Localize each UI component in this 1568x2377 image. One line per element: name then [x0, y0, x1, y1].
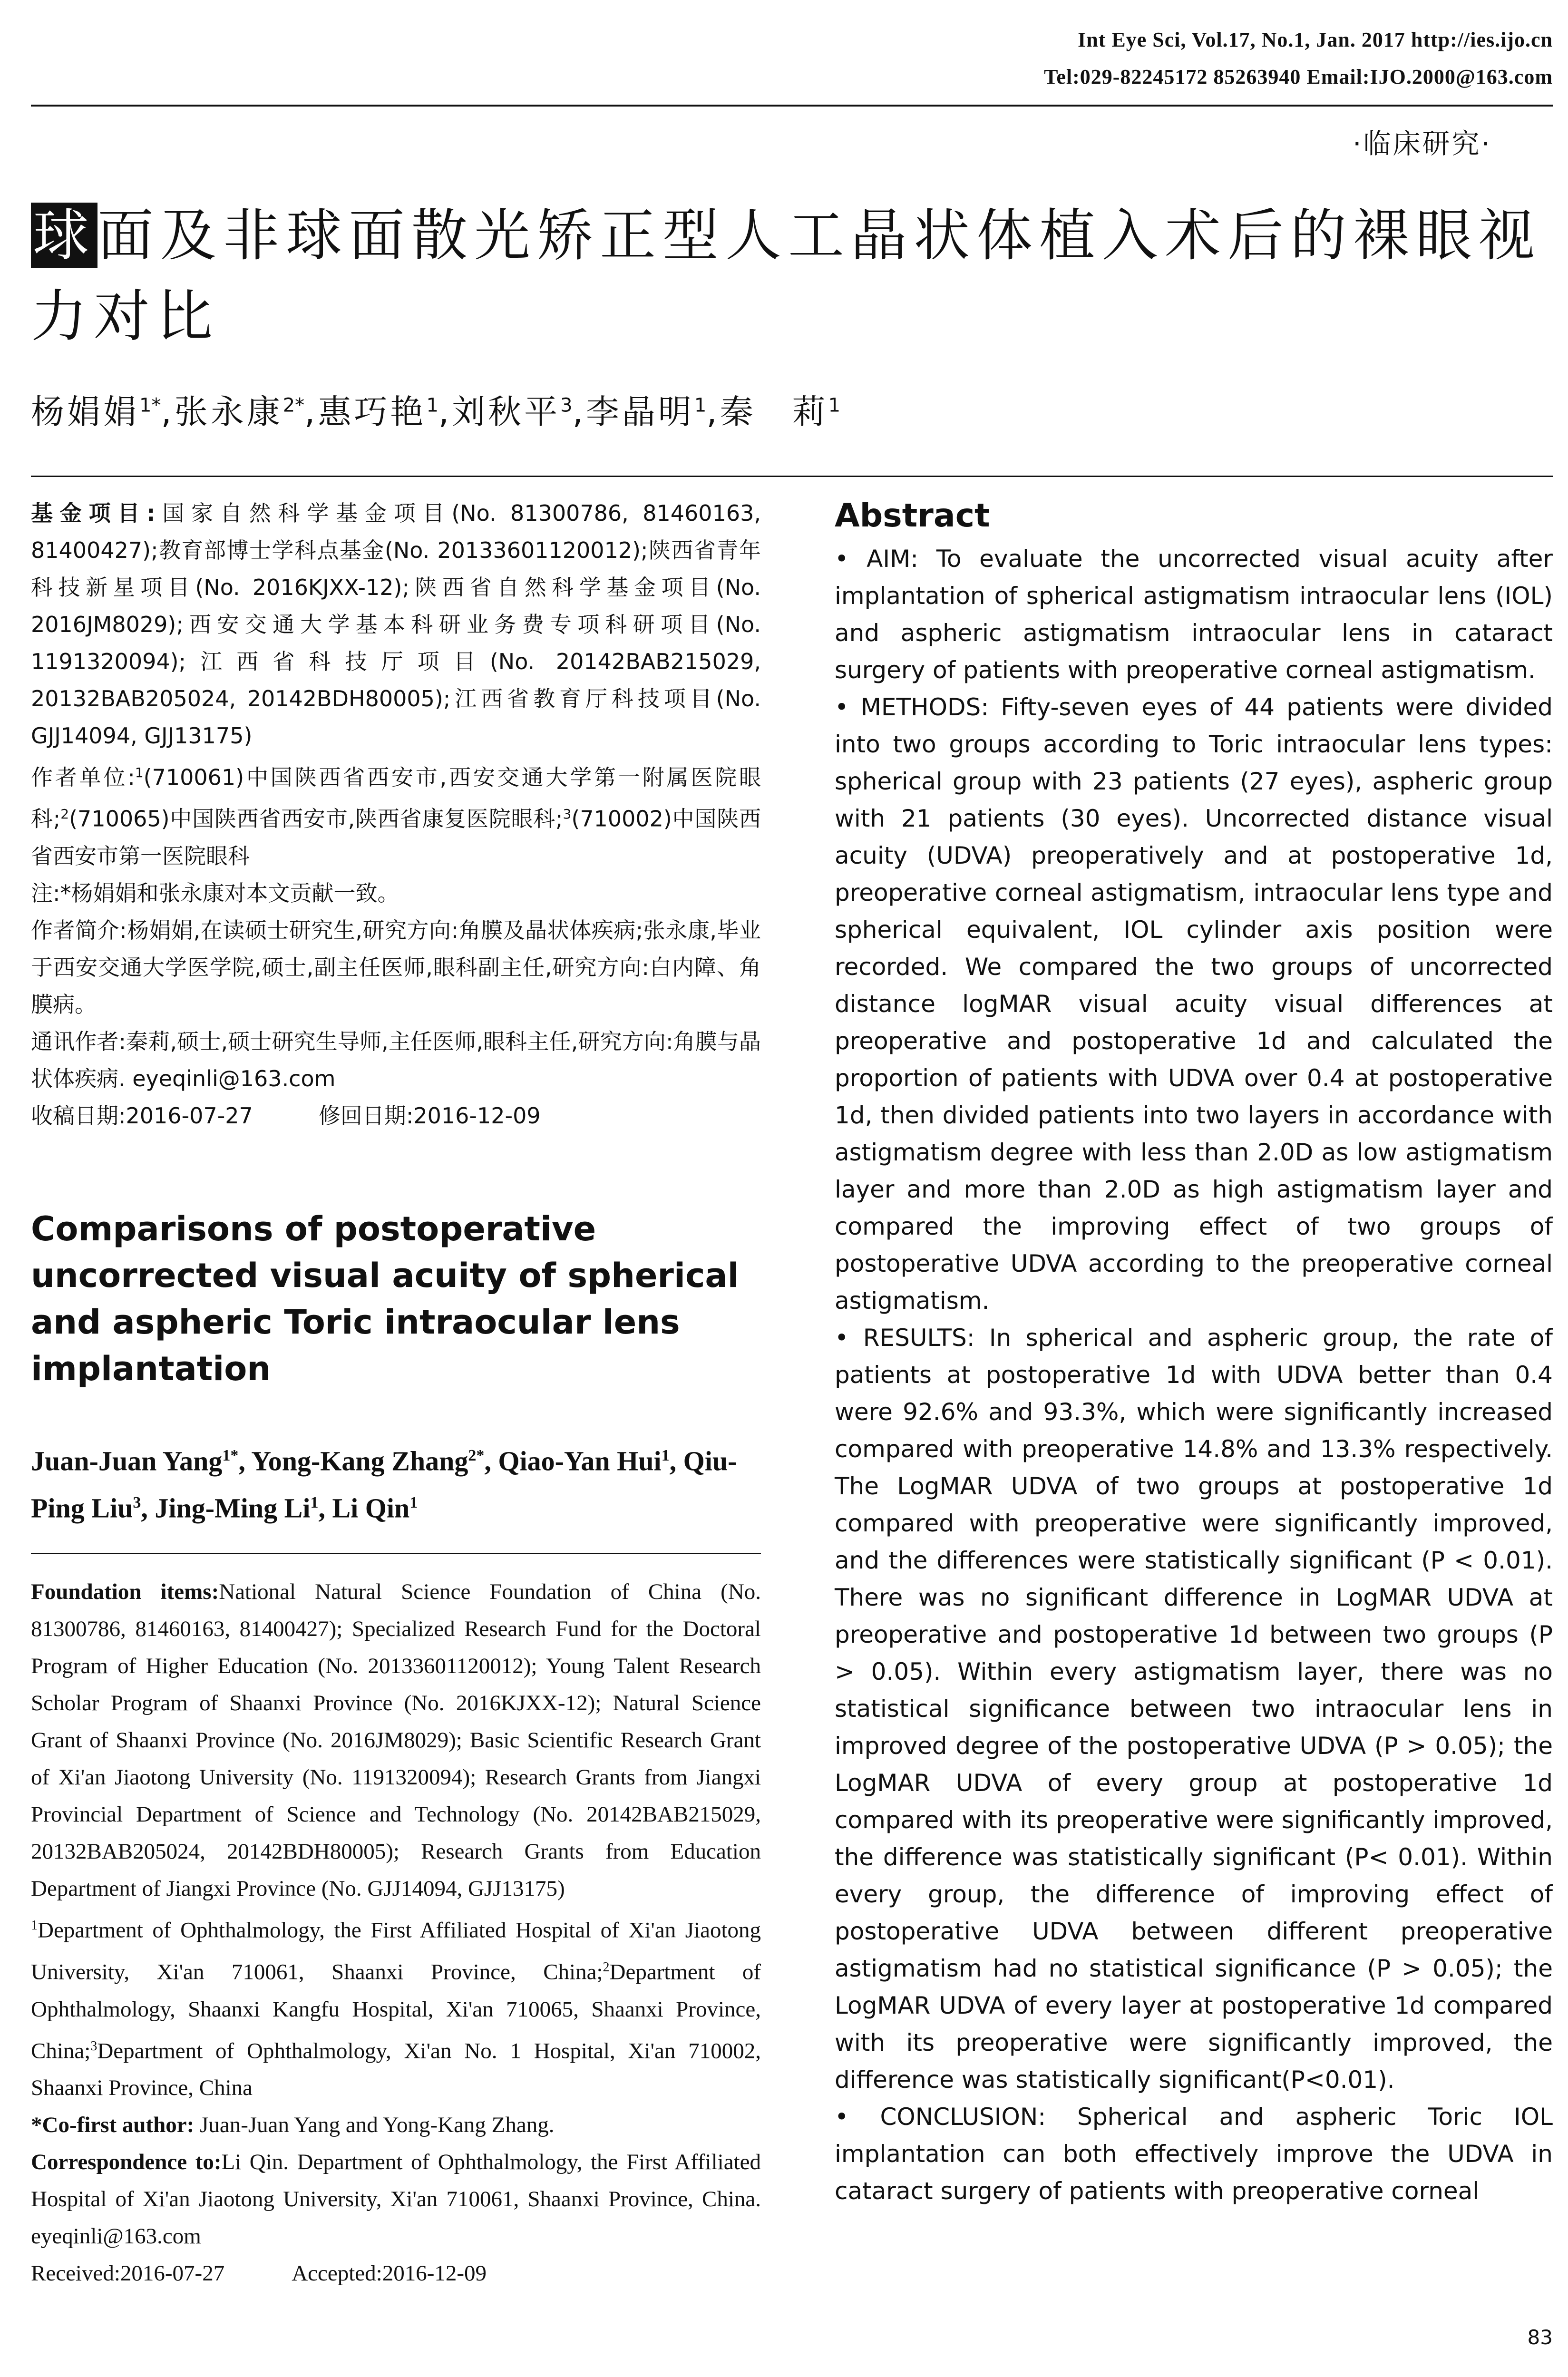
- foundation-label: Foundation items:: [31, 1579, 219, 1605]
- author-mark: 1: [426, 394, 438, 417]
- author-mark: 1*: [139, 394, 161, 417]
- unit-1: (710061)中国陕西省西安市,西安交通大学第一附属医院眼科;: [31, 764, 761, 832]
- author-name: 惠巧艳: [318, 392, 427, 431]
- title-first-character: 球: [31, 203, 97, 268]
- author-name: 杨娟娟: [31, 392, 139, 431]
- dates-cn: [31, 1097, 761, 1134]
- chinese-author-list: 杨娟娟$^{1*}$,张永康$^{2*}$,惠巧艳$^1$,刘秋平$^3$,李晶明$^1$,秦 莉$^1$: [31, 392, 841, 431]
- author-name: 李晶明: [585, 392, 694, 431]
- correspondence-text: Li Qin. Department of Ophthalmology, the First Affiliated Hospital of Xi'an Jiaotong University, Xi'an 710061, Shaanxi Province, China. eyeqinli@163.com: [31, 2150, 761, 2249]
- affiliation-mark: 2: [603, 1959, 610, 1975]
- author-mark: 1: [694, 394, 707, 417]
- chinese-title: [31, 195, 1553, 357]
- author-mark: 1: [661, 1446, 670, 1464]
- author-name: Yong-Kang Zhang: [251, 1445, 468, 1476]
- abstract-results: • RESULTS: In spherical and aspheric group, the rate of patients at postoperative 1d with UDVA better than 0.4 were 92.6% and 93.3%, which were significantly increased compared with preoperative 14.8% and 13.3% respectively. The LogMAR UDVA of two groups at postoperative 1d compared with preoperative were significantly improved, and the differences were statistically significant (P < 0.01). There was no significant difference in LogMAR UDVA at preoperative and postoperative 1d between two groups (P > 0.05). Within every astigmatism layer, there was no statistical significance between two intraocular lens in improved degree of the postoperative UDVA (P > 0.05); the LogMAR UDVA of every group at postoperative 1d compared with its preoperative were significantly improved, the difference was statistically significant (P< 0.01). Within every group, the difference of improving effect of postoperative UDVA between different preoperative astigmatism had no statistical significance (P > 0.05); the LogMAR UDVA of every layer at postoperative 1d compared with its preoperative were significantly improved, the difference was statistically significant(P<0.01).: [835, 1324, 1553, 2094]
- fund-text: 国家自然科学基金项目(No. 81300786, 81460163, 81400427);教育部博士学科点基金(No. 20133601120012);陕西省青年科技新星项目(No. 2016KJXX-12);陕西省自然科学基金项目(No. 2016JM8029);西安交通大学基本科研业务费专项科研项目(No. 1191320094);江西省科技厅项目(No. 20142BAB215029, 20132BAB205024, 20142BDH80005);江西省教育厅科技项目(No. GJJ14094, GJJ13175): [31, 500, 761, 749]
- corresponding-author-cn: [31, 1023, 761, 1097]
- unit-mark: 1: [135, 765, 144, 780]
- correspondence-en: [31, 2143, 761, 2255]
- author-mark: 3: [133, 1493, 141, 1511]
- author-name: Jing-Ming Li: [155, 1492, 311, 1524]
- author-mark: 2*: [282, 394, 305, 417]
- accepted-date-en: Accepted:2016-12-09: [292, 2261, 487, 2286]
- divider: [31, 476, 1553, 477]
- abstract-methods: • METHODS: Fifty-seven eyes of 44 patients were divided into two groups according to Toric intraocular lens types: spherical group with 23 patients (27 eyes), aspheric group with 21 patients (30 eyes). Uncorrected distance visual acuity (UDVA) preoperatively and at postoperative 1d, preoperative corneal astigmatism, intraocular lens type and spherical equivalent, IOL cylinder axis position were recorded. We compared the two groups of uncorrected distance logMAR visual acuity visual differences at preoperative and postoperative 1d and calculated the proportion of patients with UDVA over 0.4 at postoperative 1d, then divided patients into two layers in accordance with astigmatism degree with less than 2.0D as low astigmatism layer and more than 2.0D as high astigmatism layer and compared the improving effect of two groups of postoperative UDVA according to the preoperative corneal astigmatism.: [835, 693, 1553, 1315]
- affiliation-mark: 1: [31, 1918, 38, 1933]
- fund-items-cn: [31, 495, 761, 754]
- contact-text: 秦莉,硕士,硕士研究生导师,主任医师,眼科主任,研究方向:角膜与晶状体疾病. eyeqinli@163.com: [31, 1028, 761, 1091]
- affiliation-1: Department of Ophthalmology, the First Affiliated Hospital of Xi'an Jiaotong University, Xi'an 710061, Shaanxi Province, China;: [31, 1918, 761, 1985]
- divider: [31, 1553, 761, 1554]
- affiliation-mark: 3: [90, 2038, 97, 2054]
- co-first-author-en: [31, 2106, 761, 2143]
- affiliation-3: Department of Ophthalmology, Xi'an No. 1 Hospital, Xi'an 710002, Shaanxi Province, China: [31, 2038, 761, 2101]
- affiliations-en: [31, 1907, 761, 2106]
- title-rest: 面及非球面散光矫正型人工晶状体植入术后的裸眼视力对比: [31, 203, 1542, 349]
- english-title: Comparisons of postoperative uncorrected visual acuity of spherical and aspheric Toric intraocular lens implantation: [31, 1209, 739, 1388]
- foundation-text: National Natural Science Foundation of China (No. 81300786, 81460163, 81400427); Specialized Research Fund for the Doctoral Program of Higher Education (No. 20133601120012); Young Talent Research Scholar Program of Shaanxi Province (No. 2016KJXX-12); Natural Science Grant of Shaanxi Province (No. 2016JM8029); Basic Scientific Research Grant of Xi'an Jiaotong University (No. 1191320094); Research Grants from Jiangxi Provincial Department of Science and Technology (No. 20142BAB215029, 20132BAB205024, 20142BDH80005); Research Grants from Education Department of Jiangxi Province (No. GJJ14094, GJJ13175): [31, 1579, 761, 1901]
- affiliation-2: Department of Ophthalmology, Shaanxi Kangfu Hospital, Xi'an 710065, Shaanxi Province, China;: [31, 1959, 761, 2064]
- author-name: 秦 莉: [720, 392, 828, 431]
- author-mark: 1: [828, 394, 841, 417]
- left-column: [31, 495, 761, 2292]
- unit-mark: 2: [60, 806, 69, 822]
- bio-text: 杨娟娟,在读硕士研究生,研究方向:角膜及晶状体疾病;张永康,毕业于西安交通大学医学院,硕士,副主任医师,眼科副主任,研究方向:白内障、角膜病。: [31, 917, 761, 1017]
- author-mark: 1*: [222, 1446, 239, 1464]
- author-name: Qiu-Ping Liu: [31, 1445, 737, 1524]
- unit-label: 作者单位:: [31, 764, 135, 790]
- page-number: 83: [1527, 2326, 1553, 2349]
- right-column: [835, 495, 1553, 2210]
- fund-label: 基金项目:: [31, 500, 156, 526]
- received-date-cn: 收稿日期:2016-07-27: [31, 1102, 253, 1129]
- revised-date-cn: 修回日期:2016-12-09: [318, 1102, 541, 1129]
- abstract-heading: Abstract: [835, 497, 990, 535]
- unit-mark: 3: [563, 806, 572, 822]
- abstract-aim: • AIM: To evaluate the uncorrected visual acuity after implantation of spherical astigmatism intraocular lens (IOL) and aspheric astigmatism intraocular lens in cataract surgery of patients with preoperative corneal astigmatism.: [835, 545, 1553, 684]
- journal-citation-line: Int Eye Sci, Vol.17, No.1, Jan. 2017 http://ies.ijo.cn: [1078, 28, 1553, 51]
- author-name: 张永康: [174, 392, 283, 431]
- co-first-label: *Co-first author:: [31, 2113, 195, 2138]
- unit-3: (710002)中国陕西省西安市第一医院眼科: [31, 806, 761, 869]
- foundation-items-en: [31, 1573, 761, 1907]
- abstract-conclusion: • CONCLUSION: Spherical and aspheric Toric IOL implantation can both effectively improve the UDVA in cataract surgery of patients with preoperative corneal: [835, 2103, 1553, 2205]
- journal-contact-line: Tel:029-82245172 85263940 Email:IJO.2000@163.com: [1044, 65, 1553, 88]
- author-mark: 1: [310, 1493, 319, 1511]
- co-first-note-cn: 注:*杨娟娟和张永康对本文贡献一致。: [31, 880, 399, 906]
- section-tag: ·临床研究·: [1353, 127, 1492, 160]
- journal-header: [31, 24, 1553, 107]
- unit-2: (710065)中国陕西省西安市,陕西省康复医院眼科;: [69, 806, 563, 832]
- co-first-text: Juan-Juan Yang and Yong-Kang Zhang.: [200, 2113, 555, 2138]
- correspondence-label: Correspondence to:: [31, 2150, 222, 2175]
- contact-label: 通讯作者:: [31, 1028, 127, 1054]
- author-mark: 3: [560, 394, 573, 417]
- english-author-list: Juan-Juan Yang$^{1*}$, Yong-Kang Zhang$^{2*}$, Qiao-Yan Hui$^1$, Qiu-Ping Liu$^3$, Jing-Ming Li$^1$, Li Qin$^1$: [31, 1445, 737, 1524]
- author-units-cn: [31, 754, 761, 875]
- author-name: Juan-Juan Yang: [31, 1445, 223, 1476]
- bio-label: 作者简介:: [31, 917, 127, 943]
- author-mark: 1: [409, 1493, 418, 1511]
- author-name: Qiao-Yan Hui: [498, 1445, 662, 1476]
- author-mark: 2*: [468, 1446, 485, 1464]
- received-date-en: Received:2016-07-27: [31, 2261, 225, 2286]
- author-name: Li Qin: [332, 1492, 410, 1524]
- author-bio-cn: [31, 912, 761, 1023]
- author-name: 刘秋平: [452, 392, 561, 431]
- dates-en: [31, 2255, 761, 2292]
